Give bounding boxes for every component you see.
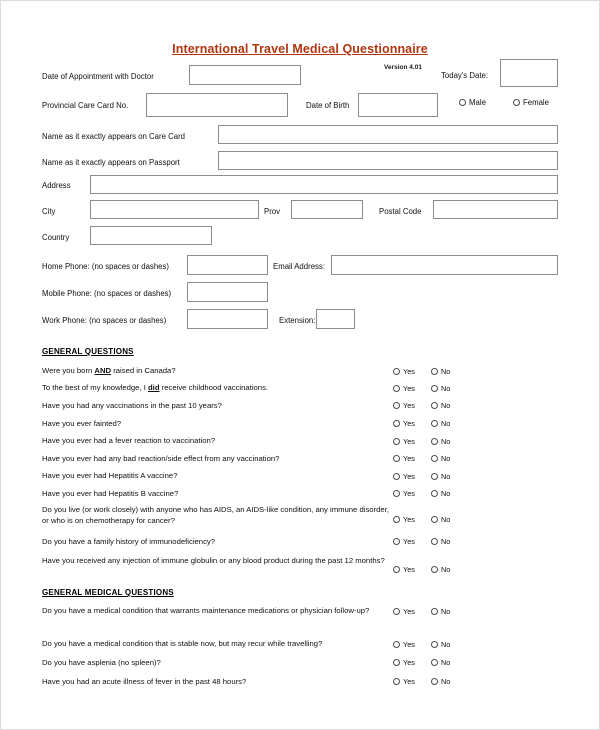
radio-no-label: No bbox=[441, 658, 451, 667]
radio-circle-icon bbox=[431, 641, 438, 648]
radio-no[interactable] bbox=[431, 454, 450, 463]
radio-circle-icon bbox=[393, 641, 400, 648]
radio-yes[interactable] bbox=[393, 437, 415, 446]
question-radio-group bbox=[393, 565, 483, 576]
prov-label: Prov bbox=[264, 207, 281, 216]
radio-circle-icon bbox=[393, 402, 400, 409]
radio-circle-icon bbox=[393, 420, 400, 427]
address-label: Address bbox=[42, 181, 71, 190]
question-radio-group bbox=[393, 658, 483, 669]
section-heading-general-questions: GENERAL QUESTIONS bbox=[42, 347, 134, 356]
question-text: Do you have a medical condition that is stable now, but may recur while travelling? bbox=[42, 639, 323, 648]
radio-circle-icon bbox=[431, 368, 438, 375]
radio-circle-icon bbox=[393, 608, 400, 615]
question-text: Do you have asplenia (no spleen)? bbox=[42, 658, 161, 667]
question-text: Do you have a family history of immunodeficiency? bbox=[42, 537, 216, 546]
city-input[interactable] bbox=[90, 200, 259, 219]
question-radio-group bbox=[393, 401, 483, 412]
radio-yes-label: Yes bbox=[403, 515, 415, 524]
date-of-birth-label: Date of Birth bbox=[306, 101, 350, 110]
radio-circle-icon bbox=[393, 659, 400, 666]
home-phone-input[interactable] bbox=[187, 255, 268, 275]
radio-no[interactable] bbox=[431, 537, 450, 546]
radio-yes[interactable] bbox=[393, 677, 415, 686]
radio-no[interactable] bbox=[431, 565, 450, 574]
radio-no-label: No bbox=[441, 537, 451, 546]
radio-circle-icon bbox=[393, 538, 400, 545]
radio-yes-label: Yes bbox=[403, 401, 415, 410]
question-radio-group bbox=[393, 640, 483, 651]
gender-male-label: Male bbox=[469, 98, 486, 107]
version-label: Version 4.01 bbox=[384, 64, 422, 71]
radio-circle-icon bbox=[431, 566, 438, 573]
country-label: Country bbox=[42, 233, 70, 242]
radio-circle-icon bbox=[393, 516, 400, 523]
question-text: Were you born AND raised in Canada? bbox=[42, 366, 176, 375]
radio-circle-icon bbox=[431, 516, 438, 523]
gender-male-option[interactable] bbox=[459, 98, 486, 107]
date-of-birth-input[interactable] bbox=[358, 93, 438, 117]
radio-no-label: No bbox=[441, 437, 451, 446]
radio-no[interactable] bbox=[431, 401, 450, 410]
question-text: Have you ever fainted? bbox=[42, 419, 122, 428]
question-text: Have you ever had a fever reaction to vaccination? bbox=[42, 436, 216, 445]
section-heading-general-medical-questions: GENERAL MEDICAL QUESTIONS bbox=[42, 588, 174, 597]
question-text: Have you had any vaccinations in the past 10 years? bbox=[42, 401, 222, 410]
radio-circle-icon bbox=[393, 678, 400, 685]
radio-no-label: No bbox=[441, 640, 451, 649]
radio-yes[interactable] bbox=[393, 640, 415, 649]
name-passport-input[interactable] bbox=[218, 151, 558, 170]
question-text: To the best of my knowledge, I did receive childhood vaccinations. bbox=[42, 383, 269, 392]
radio-yes-label: Yes bbox=[403, 419, 415, 428]
question-radio-group bbox=[393, 384, 483, 395]
radio-no-label: No bbox=[441, 677, 451, 686]
question-radio-group bbox=[393, 607, 483, 618]
radio-yes[interactable] bbox=[393, 401, 415, 410]
radio-no[interactable] bbox=[431, 472, 450, 481]
extension-label: Extension: bbox=[279, 316, 316, 325]
radio-yes[interactable] bbox=[393, 419, 415, 428]
gender-female-label: Female bbox=[523, 98, 549, 107]
radio-no-label: No bbox=[441, 607, 451, 616]
question-text: Have you ever had Hepatitis B vaccine? bbox=[42, 489, 179, 498]
postal-code-label: Postal Code bbox=[379, 207, 422, 216]
radio-yes-label: Yes bbox=[403, 489, 415, 498]
question-radio-group bbox=[393, 367, 483, 378]
radio-no-label: No bbox=[441, 401, 451, 410]
radio-no[interactable] bbox=[431, 658, 450, 667]
radio-yes-label: Yes bbox=[403, 472, 415, 481]
radio-yes[interactable] bbox=[393, 607, 415, 616]
question-radio-group bbox=[393, 454, 483, 465]
provincial-care-card-label: Provincial Care Card No. bbox=[42, 101, 129, 110]
radio-circle-icon bbox=[393, 455, 400, 462]
radio-circle-icon bbox=[431, 402, 438, 409]
radio-yes-label: Yes bbox=[403, 437, 415, 446]
question-radio-group bbox=[393, 537, 483, 548]
home-phone-label: Home Phone: (no spaces or dashes) bbox=[42, 262, 169, 271]
radio-circle-icon bbox=[431, 420, 438, 427]
radio-circle-icon bbox=[393, 473, 400, 480]
radio-no[interactable] bbox=[431, 367, 450, 376]
gender-female-option[interactable] bbox=[513, 98, 549, 107]
radio-yes-label: Yes bbox=[403, 640, 415, 649]
radio-yes[interactable] bbox=[393, 537, 415, 546]
question-text: Have you ever had any bad reaction/side effect from any vaccination? bbox=[42, 454, 280, 463]
provincial-care-card-input[interactable] bbox=[146, 93, 288, 117]
radio-yes-label: Yes bbox=[403, 565, 415, 574]
radio-no[interactable] bbox=[431, 419, 450, 428]
email-input[interactable] bbox=[331, 255, 558, 275]
radio-yes[interactable] bbox=[393, 472, 415, 481]
radio-no[interactable] bbox=[431, 607, 450, 616]
radio-no[interactable] bbox=[431, 384, 450, 393]
prov-input[interactable] bbox=[291, 200, 363, 219]
radio-yes-label: Yes bbox=[403, 367, 415, 376]
email-label: Email Address: bbox=[273, 262, 326, 271]
todays-date-input[interactable] bbox=[500, 59, 558, 87]
question-radio-group bbox=[393, 515, 483, 526]
radio-circle-icon bbox=[431, 538, 438, 545]
question-text: Do you live (or work closely) with anyone who has AIDS, an AIDS-like condition, any immune disorder, or who is on chemotherapy for cancer? bbox=[42, 505, 389, 525]
radio-no[interactable] bbox=[431, 640, 450, 649]
radio-yes[interactable] bbox=[393, 367, 415, 376]
country-input[interactable] bbox=[90, 226, 212, 245]
radio-yes[interactable] bbox=[393, 515, 415, 524]
radio-circle-icon bbox=[431, 473, 438, 480]
radio-yes[interactable] bbox=[393, 565, 415, 574]
radio-no-label: No bbox=[441, 489, 451, 498]
question-text: Have you ever had Hepatitis A vaccine? bbox=[42, 471, 178, 480]
radio-circle-icon bbox=[431, 455, 438, 462]
radio-circle-icon bbox=[431, 438, 438, 445]
radio-circle-icon bbox=[393, 438, 400, 445]
radio-circle-icon bbox=[393, 385, 400, 392]
radio-circle-icon bbox=[393, 566, 400, 573]
radio-no[interactable] bbox=[431, 515, 450, 524]
radio-yes[interactable] bbox=[393, 658, 415, 667]
work-phone-label: Work Phone: (no spaces or dashes) bbox=[42, 316, 167, 325]
radio-no-label: No bbox=[441, 454, 451, 463]
question-text: Have you received any injection of immune globulin or any blood product during the past 12 months? bbox=[42, 556, 385, 565]
radio-no-label: No bbox=[441, 515, 451, 524]
radio-circle-icon bbox=[431, 385, 438, 392]
radio-no-label: No bbox=[441, 367, 451, 376]
radio-yes[interactable] bbox=[393, 489, 415, 498]
radio-circle-icon bbox=[431, 490, 438, 497]
radio-circle-icon bbox=[431, 608, 438, 615]
date-of-appointment-input[interactable] bbox=[189, 65, 301, 85]
question-radio-group bbox=[393, 472, 483, 483]
radio-circle-icon bbox=[513, 99, 520, 106]
radio-circle-icon bbox=[431, 659, 438, 666]
question-text: Do you have a medical condition that warrants maintenance medications or physician follow-up? bbox=[42, 606, 370, 615]
radio-no[interactable] bbox=[431, 677, 450, 686]
radio-no[interactable] bbox=[431, 489, 450, 498]
mobile-phone-input[interactable] bbox=[187, 282, 268, 302]
work-phone-input[interactable] bbox=[187, 309, 268, 329]
mobile-phone-label: Mobile Phone: (no spaces or dashes) bbox=[42, 289, 172, 298]
radio-yes-label: Yes bbox=[403, 658, 415, 667]
radio-no[interactable] bbox=[431, 437, 450, 446]
radio-circle-icon bbox=[459, 99, 466, 106]
todays-date-label: Today's Date: bbox=[441, 71, 488, 80]
city-label: City bbox=[42, 207, 56, 216]
name-care-card-input[interactable] bbox=[218, 125, 558, 144]
radio-no-label: No bbox=[441, 419, 451, 428]
radio-yes-label: Yes bbox=[403, 537, 415, 546]
radio-circle-icon bbox=[393, 490, 400, 497]
question-radio-group bbox=[393, 677, 483, 688]
question-radio-group bbox=[393, 489, 483, 500]
radio-yes[interactable] bbox=[393, 384, 415, 393]
address-input[interactable] bbox=[90, 175, 558, 194]
page-title: International Travel Medical Questionnaire bbox=[172, 42, 428, 56]
question-radio-group bbox=[393, 437, 483, 448]
radio-yes-label: Yes bbox=[403, 677, 415, 686]
radio-no-label: No bbox=[441, 472, 451, 481]
radio-yes-label: Yes bbox=[403, 607, 415, 616]
question-text: Have you had an acute illness of fever in the past 48 hours? bbox=[42, 677, 247, 686]
radio-no-label: No bbox=[441, 565, 451, 574]
radio-yes[interactable] bbox=[393, 454, 415, 463]
radio-no-label: No bbox=[441, 384, 451, 393]
date-of-appointment-label: Date of Appointment with Doctor bbox=[42, 72, 154, 81]
extension-input[interactable] bbox=[316, 309, 355, 329]
radio-yes-label: Yes bbox=[403, 384, 415, 393]
radio-yes-label: Yes bbox=[403, 454, 415, 463]
postal-code-input[interactable] bbox=[433, 200, 558, 219]
question-radio-group bbox=[393, 419, 483, 430]
radio-circle-icon bbox=[393, 368, 400, 375]
name-care-card-label: Name as it exactly appears on Care Card bbox=[42, 132, 186, 141]
radio-circle-icon bbox=[431, 678, 438, 685]
name-passport-label: Name as it exactly appears on Passport bbox=[42, 158, 180, 167]
